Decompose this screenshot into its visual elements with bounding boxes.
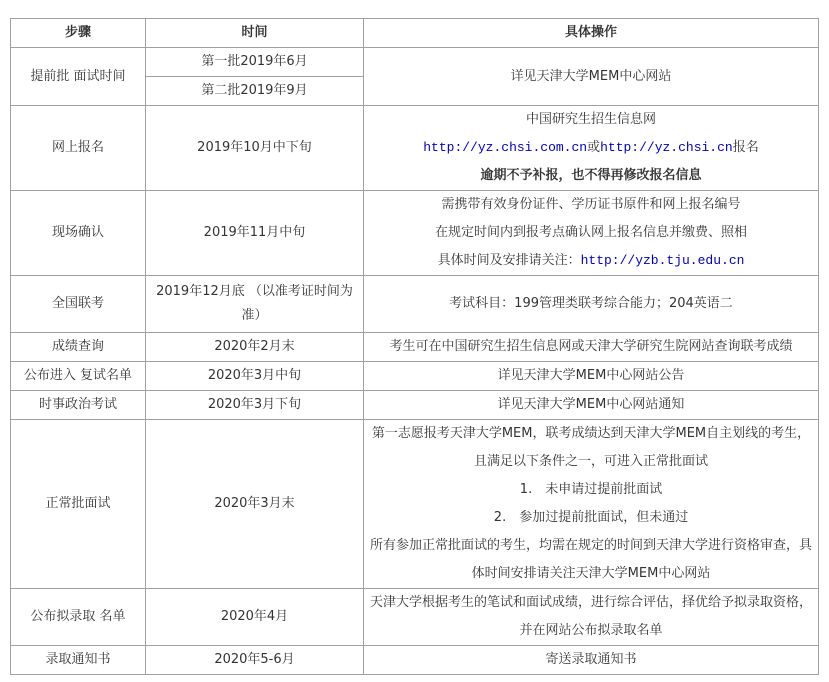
step-cell: 公布进入 复试名单: [11, 362, 146, 391]
operation-line: 第一志愿报考天津大学MEM，联考成绩达到天津大学MEM自主划线的考生，且满足以下条件之一，可进入正常批面试: [371, 426, 811, 469]
table-row: [11, 646, 819, 675]
time-cell: 2020年3月末: [146, 420, 364, 589]
step-cell: 公布拟录取 名单: [11, 589, 146, 646]
operation-line: 需携带有效身份证件、学历证书原件和网上报名编号: [441, 197, 741, 212]
or-text: 或: [587, 140, 601, 155]
operation-cell: 考生可在中国研究生招生信息网或天津大学研究生院网站查询联考成绩: [364, 333, 819, 362]
suffix-text: 报名: [732, 140, 759, 155]
time-cell: 2019年11月中旬: [146, 191, 364, 276]
condition-item: 1. 未申请过提前批面试: [519, 482, 663, 497]
time-cell: 2020年4月: [146, 589, 364, 646]
table-row: [11, 191, 819, 276]
step-cell: 提前批 面试时间: [11, 48, 146, 106]
condition-item: 2. 参加过提前批面试，但未通过: [493, 510, 689, 525]
table-row: [11, 333, 819, 362]
chsi-link[interactable]: http://yz.chsi.com.cn: [423, 140, 588, 155]
step-cell: 时事政治考试: [11, 391, 146, 420]
time-cell: 2019年10月中下旬: [146, 106, 364, 191]
admission-schedule-table: [10, 18, 819, 675]
header-step: 步骤: [11, 19, 146, 48]
operation-cell: [364, 106, 819, 191]
time-cell: 2020年3月下旬: [146, 391, 364, 420]
time-cell: 2020年5-6月: [146, 646, 364, 675]
table-row: [11, 276, 819, 333]
warning-text: 逾期不予补报，也不得再修改报名信息: [480, 168, 702, 183]
time-cell: 第一批2019年6月: [146, 48, 364, 77]
header-row: [11, 19, 819, 48]
step-cell: 正常批面试: [11, 420, 146, 589]
operation-line: 在规定时间内到报考点确认网上报名信息并缴费、照相: [434, 225, 747, 240]
header-time: 时间: [146, 19, 364, 48]
table-row: [11, 589, 819, 646]
operation-cell: 天津大学根据考生的笔试和面试成绩，进行综合评估，择优给予拟录取资格，并在网站公布拟录取名单: [364, 589, 819, 646]
step-cell: 全国联考: [11, 276, 146, 333]
table-row: [11, 106, 819, 191]
operation-cell: [364, 420, 819, 589]
operation-cell: 考试科目：199管理类联考综合能力；204英语二: [364, 276, 819, 333]
operation-cell: [364, 191, 819, 276]
operation-cell: 详见天津大学MEM中心网站公告: [364, 362, 819, 391]
step-cell: 成绩查询: [11, 333, 146, 362]
operation-line: [366, 134, 816, 162]
table-row: [11, 48, 819, 77]
operation-cell: 寄送录取通知书: [364, 646, 819, 675]
operation-cell: 详见天津大学MEM中心网站: [364, 48, 819, 106]
step-cell: 网上报名: [11, 106, 146, 191]
time-cell: 2020年3月中旬: [146, 362, 364, 391]
table-row: [11, 362, 819, 391]
notice-text: 具体时间及安排请关注：: [437, 253, 581, 268]
operation-line: 所有参加正常批面试的考生，均需在规定的时间到天津大学进行资格审查，具体时间安排请关注天津大学MEM中心网站: [369, 538, 812, 581]
time-cell: 第二批2019年9月: [146, 77, 364, 106]
table-row: [11, 391, 819, 420]
operation-line: 中国研究生招生信息网: [525, 112, 656, 127]
operation-line: [366, 247, 816, 275]
chsi-link-alt[interactable]: http://yz.chsi.cn: [600, 140, 733, 155]
header-operation: 具体操作: [364, 19, 819, 48]
step-cell: 录取通知书: [11, 646, 146, 675]
time-cell: 2020年2月末: [146, 333, 364, 362]
table-row: [11, 420, 819, 589]
step-cell: 现场确认: [11, 191, 146, 276]
operation-cell: 详见天津大学MEM中心网站通知: [364, 391, 819, 420]
tju-link[interactable]: http://yzb.tju.edu.cn: [580, 253, 745, 268]
time-cell: 2019年12月底 （以准考证时间为准）: [146, 276, 364, 333]
